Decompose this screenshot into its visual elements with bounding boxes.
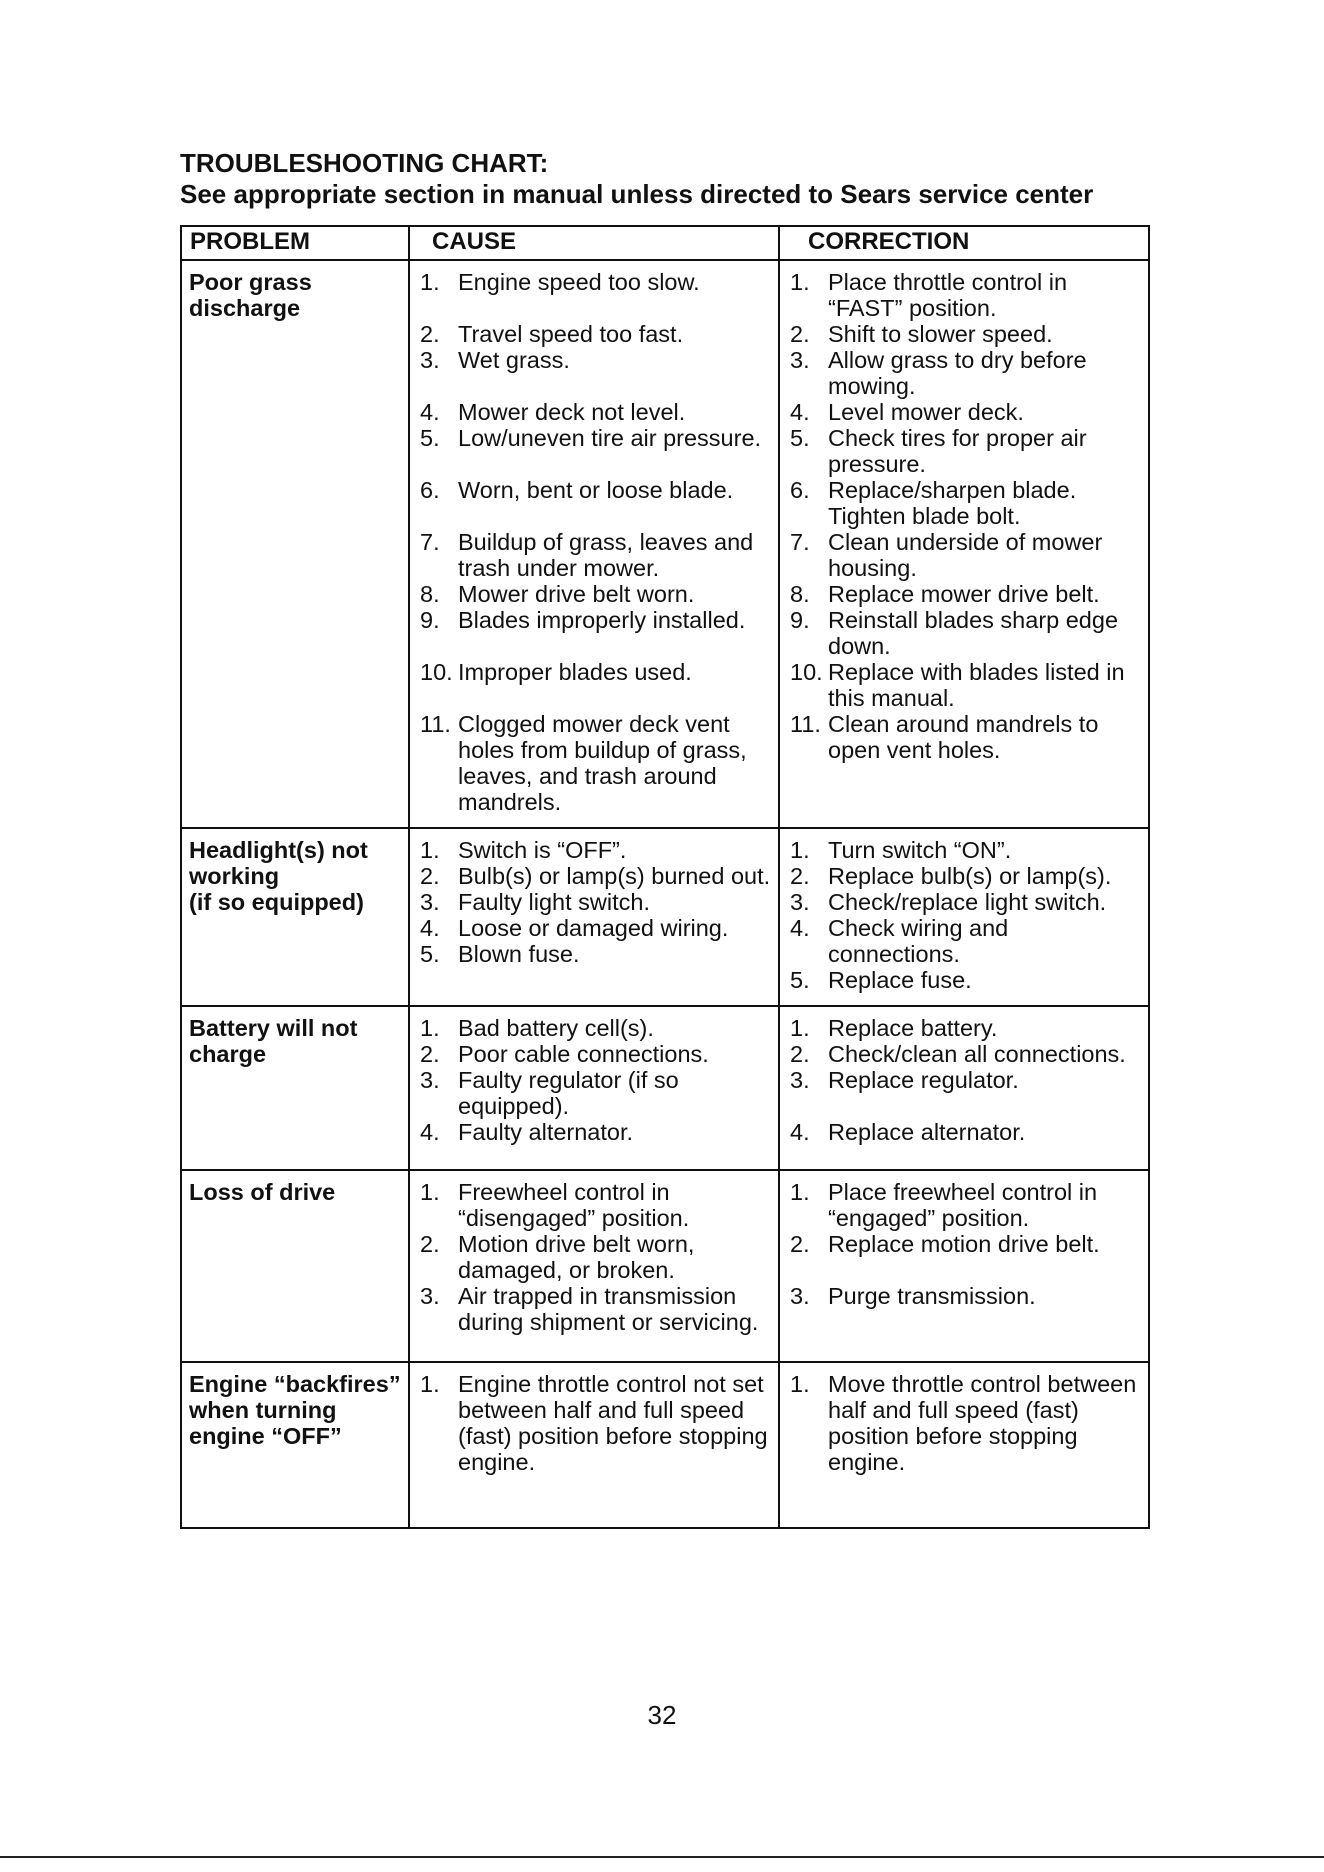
correction-item <box>790 581 1142 607</box>
cause-cell <box>409 1006 779 1170</box>
problem-text: Poor grass <box>189 269 312 295</box>
cause-list <box>420 837 772 967</box>
spacer <box>790 1093 1142 1119</box>
item-number: 2. <box>420 1231 440 1257</box>
item-number: 2. <box>790 863 810 889</box>
page-number: 32 <box>647 1700 677 1730</box>
table-row <box>181 1006 1149 1170</box>
correction-cell <box>779 1362 1149 1528</box>
item-number: 1. <box>790 1371 810 1397</box>
correction-item <box>790 399 1142 425</box>
correction-cell <box>779 1170 1149 1362</box>
header-cause: CAUSE <box>409 226 779 260</box>
item-number: 3. <box>420 1067 440 1093</box>
cause-text: Improper blades used. <box>458 659 692 685</box>
correction-text: Replace regulator. <box>828 1067 1019 1093</box>
correction-text: Check/clean all connections. <box>828 1041 1126 1067</box>
item-number: 2. <box>790 1231 810 1257</box>
table-header-row <box>181 226 1149 260</box>
correction-cell <box>779 1006 1149 1170</box>
spacer <box>420 451 772 477</box>
correction-text: Clean underside of mower housing. <box>828 529 1103 581</box>
correction-item <box>790 889 1142 915</box>
item-number: 3. <box>790 1067 810 1093</box>
cause-item <box>420 1067 772 1119</box>
cause-text: Air trapped in transmission during shipment or servicing. <box>458 1283 759 1335</box>
problem-cell <box>181 260 409 828</box>
cause-item <box>420 837 772 863</box>
cause-item <box>420 477 772 503</box>
cause-text: Blades improperly installed. <box>458 607 746 633</box>
correction-item <box>790 425 1142 477</box>
problem-text: when turning <box>189 1397 337 1423</box>
item-number: 11. <box>420 711 451 737</box>
cause-text: Switch is “OFF”. <box>458 837 627 863</box>
correction-item <box>790 607 1142 659</box>
correction-text: Replace mower drive belt. <box>828 581 1100 607</box>
spacer <box>420 633 772 659</box>
correction-item <box>790 269 1142 321</box>
cause-item <box>420 321 772 347</box>
item-number: 1. <box>790 1179 810 1205</box>
item-number: 3. <box>790 347 810 373</box>
correction-item <box>790 347 1142 399</box>
item-number: 2. <box>420 863 440 889</box>
correction-list <box>790 1179 1142 1309</box>
item-number: 5. <box>790 967 810 993</box>
cause-text: Travel speed too fast. <box>458 321 684 347</box>
cause-cell <box>409 1362 779 1528</box>
correction-text: Check/replace light switch. <box>828 889 1107 915</box>
problem-text: Headlight(s) not <box>189 837 368 863</box>
cause-item <box>420 581 772 607</box>
cause-item <box>420 425 772 451</box>
item-number: 5. <box>420 425 440 451</box>
problem-text: Loss of drive <box>189 1179 336 1205</box>
cause-text: Low/uneven tire air pressure. <box>458 425 762 451</box>
cause-list <box>420 1371 772 1475</box>
item-number: 9. <box>420 607 440 633</box>
correction-text: Replace motion drive belt. <box>828 1231 1100 1257</box>
cause-text: Buildup of grass, leaves and trash under mower. <box>458 529 754 581</box>
table-row <box>181 1362 1149 1528</box>
cause-text: Engine throttle control not set between half and full speed (fast) position before stopping engine. <box>458 1371 768 1475</box>
correction-list <box>790 837 1142 993</box>
correction-item <box>790 1283 1142 1309</box>
problem-text: engine “OFF” <box>189 1423 342 1449</box>
item-number: 1. <box>790 1015 810 1041</box>
cause-text: Bulb(s) or lamp(s) burned out. <box>458 863 771 889</box>
cause-item <box>420 607 772 633</box>
correction-list <box>790 1371 1142 1475</box>
correction-text: Place throttle control in “FAST” position. <box>828 269 1068 321</box>
problem-text: charge <box>189 1041 267 1067</box>
cause-item <box>420 1179 772 1231</box>
table-row <box>181 260 1149 828</box>
item-number: 5. <box>790 425 810 451</box>
item-number: 8. <box>790 581 810 607</box>
cause-item <box>420 1041 772 1067</box>
cause-text: Engine speed too slow. <box>458 269 700 295</box>
correction-item <box>790 1179 1142 1231</box>
cause-item <box>420 399 772 425</box>
spacer <box>420 685 772 711</box>
header-correction: CORRECTION <box>779 226 1149 260</box>
problem-text: (if so equipped) <box>189 889 364 915</box>
item-number: 6. <box>420 477 440 503</box>
correction-item <box>790 1015 1142 1041</box>
cause-list <box>420 1015 772 1145</box>
cause-text: Poor cable connections. <box>458 1041 709 1067</box>
item-number: 10. <box>790 659 823 685</box>
correction-text: Replace bulb(s) or lamp(s). <box>828 863 1112 889</box>
cause-text: Faulty light switch. <box>458 889 650 915</box>
correction-text: Purge transmission. <box>828 1283 1036 1309</box>
cause-text: Mower deck not level. <box>458 399 686 425</box>
correction-text: Reinstall blades sharp edge down. <box>828 607 1119 659</box>
cause-item <box>420 1015 772 1041</box>
correction-item <box>790 1119 1142 1145</box>
correction-item <box>790 915 1142 967</box>
correction-item <box>790 321 1142 347</box>
problem-cell <box>181 1362 409 1528</box>
item-number: 7. <box>420 529 440 555</box>
cause-item <box>420 941 772 967</box>
correction-item <box>790 863 1142 889</box>
cause-item <box>420 889 772 915</box>
cause-item <box>420 1119 772 1145</box>
item-number: 7. <box>790 529 810 555</box>
correction-item <box>790 967 1142 993</box>
correction-text: Move throttle control between half and full speed (fast) position before stopping engine. <box>828 1371 1137 1475</box>
item-number: 4. <box>420 1119 440 1145</box>
problem-cell <box>181 1006 409 1170</box>
correction-text: Turn switch “ON”. <box>828 837 1012 863</box>
correction-item <box>790 711 1142 763</box>
item-number: 4. <box>790 915 810 941</box>
cause-text: Blown fuse. <box>458 941 580 967</box>
item-number: 1. <box>420 837 440 863</box>
item-number: 10. <box>420 659 453 685</box>
table-row <box>181 1170 1149 1362</box>
correction-text: Level mower deck. <box>828 399 1024 425</box>
item-number: 1. <box>420 1371 440 1397</box>
correction-item <box>790 529 1142 581</box>
cause-item <box>420 347 772 373</box>
cause-text: Motion drive belt worn, damaged, or broken. <box>458 1231 695 1283</box>
problem-text: working <box>189 863 280 889</box>
cause-item <box>420 863 772 889</box>
spacer <box>420 503 772 529</box>
item-number: 3. <box>790 1283 810 1309</box>
item-number: 2. <box>790 1041 810 1067</box>
item-number: 3. <box>420 347 440 373</box>
correction-text: Check tires for proper air pressure. <box>828 425 1087 477</box>
troubleshooting-table <box>180 225 1150 1529</box>
cause-cell <box>409 260 779 828</box>
cause-cell <box>409 828 779 1006</box>
chart-subtitle: See appropriate section in manual unless directed to Sears service center <box>180 179 1094 209</box>
correction-text: Replace battery. <box>828 1015 998 1041</box>
correction-cell <box>779 828 1149 1006</box>
item-number: 2. <box>420 321 440 347</box>
item-number: 4. <box>420 915 440 941</box>
correction-text: Clean around mandrels to open vent holes. <box>828 711 1099 763</box>
item-number: 6. <box>790 477 810 503</box>
correction-text: Replace with blades listed in this manual. <box>828 659 1125 711</box>
cause-item <box>420 269 772 295</box>
spacer <box>790 1257 1142 1283</box>
item-number: 1. <box>420 269 440 295</box>
correction-text: Shift to slower speed. <box>828 321 1053 347</box>
problem-cell <box>181 1170 409 1362</box>
correction-item <box>790 837 1142 863</box>
cause-cell <box>409 1170 779 1362</box>
item-number: 9. <box>790 607 810 633</box>
correction-list <box>790 269 1142 763</box>
cause-list <box>420 1179 772 1335</box>
item-number: 5. <box>420 941 440 967</box>
cause-item <box>420 711 772 815</box>
cause-text: Faulty alternator. <box>458 1119 634 1145</box>
correction-item <box>790 659 1142 711</box>
correction-text: Replace/sharpen blade. Tighten blade bolt. <box>828 477 1077 529</box>
correction-cell <box>779 260 1149 828</box>
item-number: 3. <box>790 889 810 915</box>
correction-item <box>790 1041 1142 1067</box>
spacer <box>420 373 772 399</box>
item-number: 1. <box>790 269 810 295</box>
cause-item <box>420 1283 772 1335</box>
item-number: 8. <box>420 581 440 607</box>
correction-text: Replace alternator. <box>828 1119 1026 1145</box>
correction-text: Allow grass to dry before mowing. <box>828 347 1087 399</box>
problem-text: Engine “backfires” <box>189 1371 401 1397</box>
correction-item <box>790 1067 1142 1093</box>
item-number: 2. <box>420 1041 440 1067</box>
correction-item <box>790 1371 1142 1475</box>
chart-title: TROUBLESHOOTING CHART: <box>180 148 549 178</box>
problem-text: discharge <box>189 295 301 321</box>
spacer <box>420 295 772 321</box>
cause-text: Mower drive belt worn. <box>458 581 695 607</box>
item-number: 4. <box>420 399 440 425</box>
item-number: 1. <box>420 1015 440 1041</box>
problem-text: Battery will not <box>189 1015 358 1041</box>
cause-item <box>420 659 772 685</box>
correction-text: Check wiring and connections. <box>828 915 1009 967</box>
correction-text: Place freewheel control in “engaged” position. <box>828 1179 1098 1231</box>
cause-text: Loose or damaged wiring. <box>458 915 729 941</box>
cause-item <box>420 1371 772 1475</box>
item-number: 1. <box>420 1179 440 1205</box>
item-number: 3. <box>420 1283 440 1309</box>
item-number: 11. <box>790 711 821 737</box>
cause-list <box>420 269 772 815</box>
cause-text: Wet grass. <box>458 347 570 373</box>
item-number: 4. <box>790 1119 810 1145</box>
bottom-divider <box>0 1856 1324 1858</box>
correction-list <box>790 1015 1142 1145</box>
item-number: 4. <box>790 399 810 425</box>
cause-item <box>420 1231 772 1283</box>
cause-text: Worn, bent or loose blade. <box>458 477 734 503</box>
cause-item <box>420 529 772 581</box>
table-row <box>181 828 1149 1006</box>
header-problem: PROBLEM <box>181 226 409 260</box>
cause-text: Faulty regulator (if so equipped). <box>458 1067 679 1119</box>
correction-text: Replace fuse. <box>828 967 972 993</box>
item-number: 1. <box>790 837 810 863</box>
correction-item <box>790 1231 1142 1257</box>
item-number: 2. <box>790 321 810 347</box>
cause-text: Bad battery cell(s). <box>458 1015 654 1041</box>
item-number: 3. <box>420 889 440 915</box>
correction-item <box>790 477 1142 529</box>
cause-text: Clogged mower deck vent holes from buildup of grass, leaves, and trash around mandrels. <box>458 711 747 815</box>
cause-text: Freewheel control in “disengaged” position. <box>458 1179 690 1231</box>
cause-item <box>420 915 772 941</box>
problem-cell <box>181 828 409 1006</box>
